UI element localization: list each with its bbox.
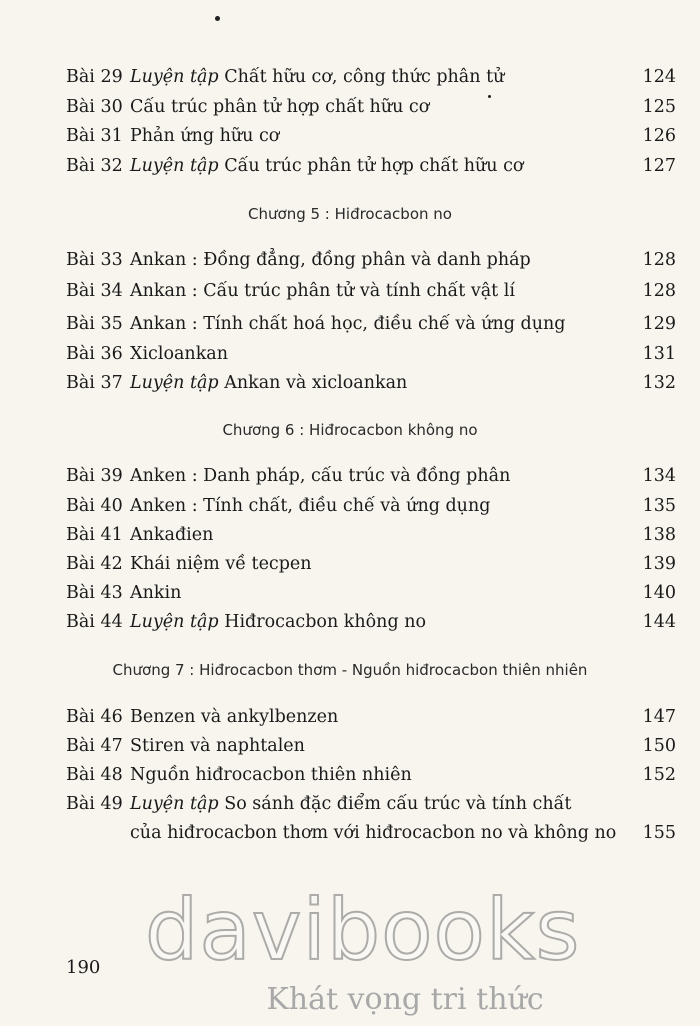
lesson-number: Bài 40 bbox=[66, 496, 123, 516]
lesson-number: Bài 41 bbox=[66, 525, 123, 545]
toc-entry bbox=[66, 760, 676, 790]
toc-entry bbox=[66, 151, 676, 181]
lesson-title bbox=[130, 92, 429, 122]
toc-entry bbox=[66, 368, 676, 398]
lesson-title bbox=[130, 121, 279, 151]
lesson-title bbox=[130, 549, 312, 579]
lesson-title-text: Nguồn hiđrocacbon thiên nhiên bbox=[130, 765, 412, 785]
page-ref: 135 bbox=[642, 496, 676, 516]
lesson-title-text: Ankan : Tính chất hoá học, điều chế và ứng dụng bbox=[130, 314, 566, 334]
toc-entry bbox=[66, 549, 676, 579]
lesson-title bbox=[130, 731, 305, 761]
toc-entry bbox=[66, 339, 676, 369]
practice-label: Luyện tập bbox=[130, 67, 219, 87]
page-ref: 129 bbox=[642, 314, 676, 334]
lesson-number: Bài 29 bbox=[66, 67, 123, 87]
page-ref: 155 bbox=[642, 823, 676, 843]
lesson-title bbox=[130, 520, 213, 550]
lesson-title-text: Ankan và xicloankan bbox=[218, 373, 408, 393]
lesson-title bbox=[130, 368, 407, 398]
toc-entry bbox=[66, 702, 676, 732]
lesson-title bbox=[130, 818, 616, 848]
page-ref: 125 bbox=[642, 97, 676, 117]
lesson-title bbox=[130, 760, 412, 790]
lesson-title bbox=[130, 276, 515, 306]
page-ref: 138 bbox=[642, 525, 676, 545]
lesson-number: Bài 34 bbox=[66, 281, 123, 301]
lesson-number: Bài 30 bbox=[66, 97, 123, 117]
page-ref: 131 bbox=[642, 344, 676, 364]
lesson-title-text: của hiđrocacbon thơm với hiđrocacbon no và không no bbox=[130, 823, 617, 843]
page-ref: 150 bbox=[642, 736, 676, 756]
page-ref: 144 bbox=[642, 612, 676, 632]
lesson-title-text: Ankađien bbox=[130, 525, 214, 545]
lesson-title bbox=[130, 491, 490, 521]
lesson-number: Bài 47 bbox=[66, 736, 123, 756]
practice-label: Luyện tập bbox=[130, 156, 219, 176]
watermark-logo: davibooks bbox=[145, 881, 581, 979]
lesson-title-text: Ankan : Đồng đẳng, đồng phân và danh pháp bbox=[130, 250, 531, 270]
page-ref: 134 bbox=[642, 466, 676, 486]
lesson-title bbox=[130, 151, 523, 181]
page-ref: 152 bbox=[642, 765, 676, 785]
practice-label: Luyện tập bbox=[130, 794, 219, 814]
lesson-number: Bài 46 bbox=[66, 707, 123, 727]
chapter-heading: Chương 7 : Hiđrocacbon thơm - Nguồn hiđrocacbon thiên nhiên bbox=[112, 661, 588, 679]
lesson-title bbox=[130, 702, 338, 732]
lesson-number: Bài 31 bbox=[66, 126, 123, 146]
toc-entry bbox=[66, 520, 676, 550]
lesson-title bbox=[130, 62, 504, 92]
page-ref: 126 bbox=[642, 126, 676, 146]
lesson-title bbox=[130, 309, 565, 339]
page-ref: 139 bbox=[642, 554, 676, 574]
lesson-title-text: Ankin bbox=[130, 583, 182, 603]
lesson-title-text: Cấu trúc phân tử hợp chất hữu cơ bbox=[218, 156, 524, 176]
lesson-number: Bài 32 bbox=[66, 156, 123, 176]
lesson-number: Bài 44 bbox=[66, 612, 123, 632]
lesson-title-text: Anken : Danh pháp, cấu trúc và đồng phân bbox=[130, 466, 511, 486]
watermark-tagline: Khát vọng tri thức bbox=[266, 982, 544, 1017]
toc-entry bbox=[66, 121, 676, 151]
lesson-number: Bài 43 bbox=[66, 583, 123, 603]
chapter-heading: Chương 6 : Hiđrocacbon không no bbox=[222, 421, 478, 439]
toc-entry bbox=[66, 276, 676, 306]
page-ref: 132 bbox=[642, 373, 676, 393]
practice-label: Luyện tập bbox=[130, 612, 219, 632]
lesson-number: Bài 35 bbox=[66, 314, 123, 334]
toc-entry bbox=[66, 789, 676, 819]
lesson-title-text: Xicloankan bbox=[130, 344, 229, 364]
page-ref: 128 bbox=[642, 250, 676, 270]
page-ref: 124 bbox=[642, 67, 676, 87]
lesson-number: Bài 37 bbox=[66, 373, 123, 393]
lesson-title-text: Ankan : Cấu trúc phân tử và tính chất vật lí bbox=[130, 281, 515, 301]
lesson-title-text: So sánh đặc điểm cấu trúc và tính chất bbox=[218, 794, 572, 814]
toc-entry bbox=[66, 578, 676, 608]
lesson-title bbox=[130, 789, 571, 819]
lesson-title-text: Stiren và naphtalen bbox=[130, 736, 305, 756]
lesson-number: Bài 36 bbox=[66, 344, 123, 364]
lesson-number: Bài 33 bbox=[66, 250, 123, 270]
lesson-title-text: Phản ứng hữu cơ bbox=[130, 126, 280, 146]
lesson-title-text: Chất hữu cơ, công thức phân tử bbox=[218, 67, 505, 87]
toc-entry bbox=[66, 245, 676, 275]
page-ref: 127 bbox=[642, 156, 676, 176]
lesson-title bbox=[130, 578, 181, 608]
toc-entry bbox=[66, 818, 676, 848]
toc-entry bbox=[66, 92, 676, 122]
lesson-title-text: Khái niệm về tecpen bbox=[130, 554, 312, 574]
lesson-title-text: Cấu trúc phân tử hợp chất hữu cơ bbox=[130, 97, 430, 117]
lesson-number: Bài 49 bbox=[66, 794, 123, 814]
lesson-title bbox=[130, 245, 531, 275]
toc-entry bbox=[66, 461, 676, 491]
toc-entry bbox=[66, 62, 676, 92]
lesson-title bbox=[130, 339, 228, 369]
toc-entry bbox=[66, 607, 676, 637]
page-number: 190 bbox=[66, 957, 101, 978]
toc-entry bbox=[66, 491, 676, 521]
lesson-title bbox=[130, 607, 426, 637]
practice-label: Luyện tập bbox=[130, 373, 219, 393]
page-ref: 140 bbox=[642, 583, 676, 603]
print-speck bbox=[488, 95, 491, 98]
lesson-title-text: Hiđrocacbon không no bbox=[218, 612, 427, 632]
page-ref: 128 bbox=[642, 281, 676, 301]
lesson-title-text: Benzen và ankylbenzen bbox=[130, 707, 339, 727]
lesson-title bbox=[130, 461, 510, 491]
page-ref: 147 bbox=[642, 707, 676, 727]
chapter-heading: Chương 5 : Hiđrocacbon no bbox=[248, 205, 452, 223]
toc-entry bbox=[66, 309, 676, 339]
lesson-number: Bài 48 bbox=[66, 765, 123, 785]
print-speck bbox=[215, 16, 220, 21]
lesson-title-text: Anken : Tính chất, điều chế và ứng dụng bbox=[130, 496, 491, 516]
lesson-number: Bài 39 bbox=[66, 466, 123, 486]
lesson-number: Bài 42 bbox=[66, 554, 123, 574]
toc-entry bbox=[66, 731, 676, 761]
